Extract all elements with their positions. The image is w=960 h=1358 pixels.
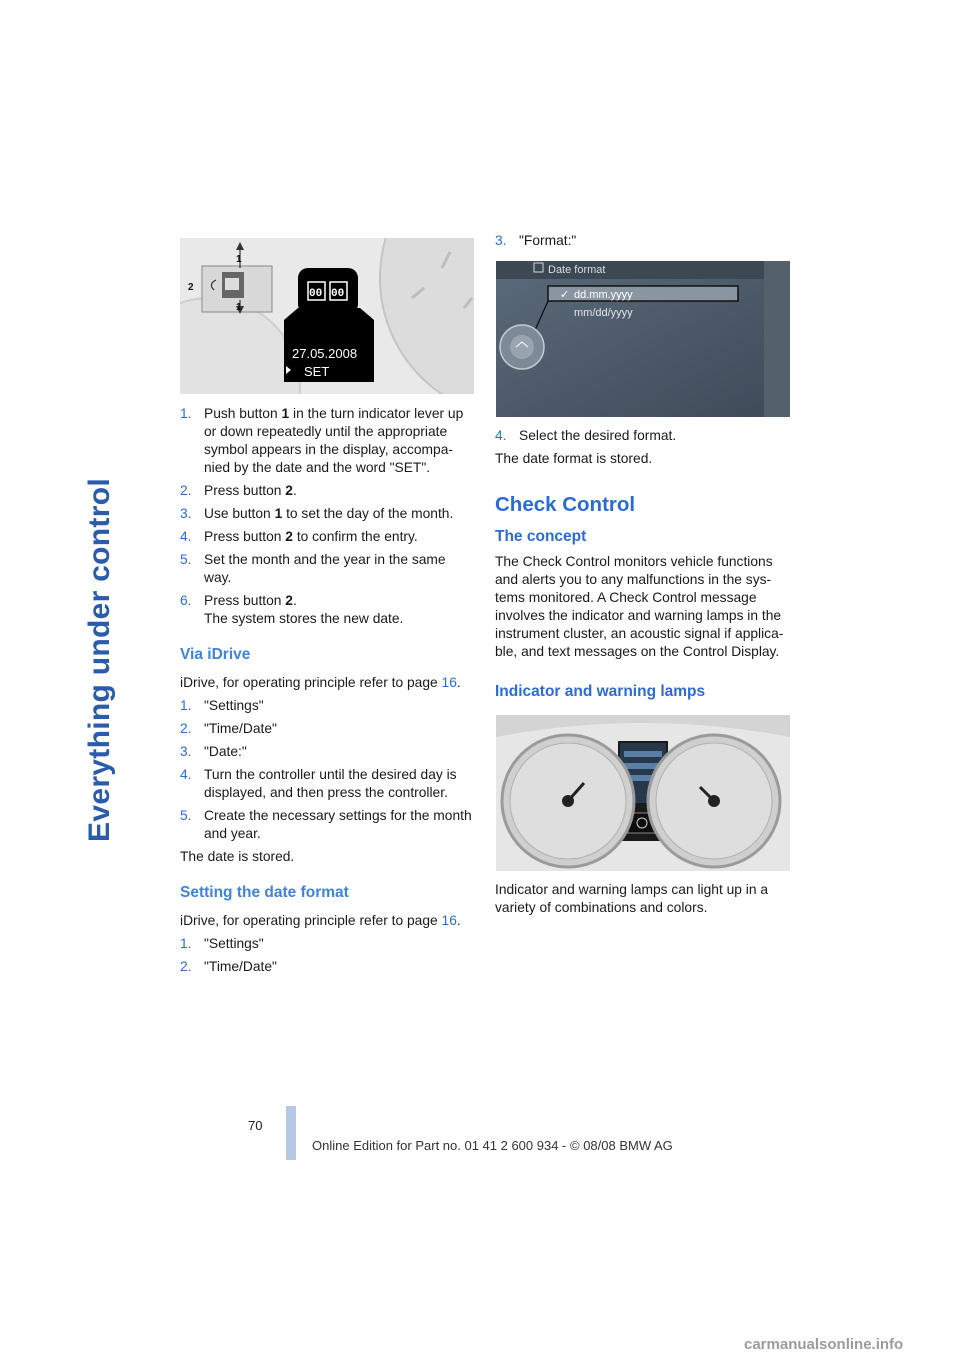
- list-item: 1. Push button 1 in the turn indicator lever up or down repeatedly until the appropriate symbol appears in the display, accompanied by the date and the word "SET".: [180, 406, 464, 475]
- list-item: 1. "Settings": [180, 936, 264, 951]
- list-item: 1. "Settings": [180, 698, 264, 713]
- list-item: 5. Create the necessary settings for the month and year.: [180, 808, 472, 841]
- list-item: 2. Press button 2.: [180, 483, 297, 498]
- date-setting-steps: [180, 405, 472, 628]
- check-icon: ✓: [560, 289, 570, 301]
- paragraph: iDrive, for operating principle refer to page 16.: [180, 913, 461, 928]
- heading-setting-date-format: Setting the date format: [180, 884, 349, 901]
- heading-via-idrive: Via iDrive: [180, 646, 251, 663]
- paragraph: The date format is stored.: [495, 451, 653, 466]
- column-right-top: [495, 232, 791, 255]
- list-item: 3. "Date:": [180, 744, 247, 759]
- display-date: 27.05.2008: [292, 346, 358, 361]
- page-number: 70: [248, 1118, 263, 1133]
- list-item: 4. Press button 2 to confirm the entry.: [180, 529, 418, 544]
- list-item: 3. Use button 1 to set the day of the month.: [180, 506, 454, 521]
- list-item: 2. "Time/Date": [180, 959, 277, 974]
- column-right-bottom: [495, 881, 791, 922]
- display-digits-left: 00: [309, 288, 323, 300]
- paragraph: Indicator and warning lamps can light up in a variety of combinations and colors.: [495, 882, 769, 915]
- heading-the-concept: The concept: [495, 528, 587, 545]
- figure-instrument-cluster: [496, 715, 790, 871]
- list-item: 4. Turn the controller until the desired day is displayed, and then press the controller.: [180, 767, 457, 800]
- option-selected: dd.mm.yyyy: [574, 289, 633, 301]
- list-item: 2. "Time/Date": [180, 721, 277, 736]
- display-set-label: SET: [304, 364, 330, 379]
- list-item: 5. Set the month and the year in the same way.: [180, 552, 446, 585]
- paragraph: iDrive, for operating principle refer to page 16.: [180, 675, 461, 690]
- callout-1-bottom: 1: [236, 302, 242, 313]
- footer-bar: [286, 1106, 296, 1160]
- heading-indicator-warning-lamps: Indicator and warning lamps: [495, 683, 706, 700]
- column-left: [180, 405, 472, 981]
- callout-2: 2: [188, 282, 194, 293]
- paragraph: The date is stored.: [180, 849, 295, 864]
- figure-turn-indicator-lever: [180, 238, 474, 394]
- display-digits-right: 00: [331, 288, 345, 300]
- list-item: 3. "Format:": [495, 233, 577, 248]
- watermark: carmanualsonline.info: [744, 1336, 904, 1353]
- list-item: 6. Press button 2. The system stores the new date.: [180, 593, 404, 626]
- callout-1-top: 1: [236, 254, 242, 265]
- footer-text: Online Edition for Part no. 01 41 2 600 934 - © 08/08 BMW AG: [312, 1138, 673, 1153]
- figure-date-format-menu: [496, 261, 790, 417]
- page-link[interactable]: 16: [441, 913, 457, 928]
- figure-date-format-illustration: [496, 261, 790, 417]
- page-link[interactable]: 16: [441, 675, 457, 690]
- list-item: 4. Select the desired format.: [495, 428, 677, 443]
- option-other: mm/dd/yyyy: [574, 307, 633, 319]
- menu-title: Date format: [548, 264, 606, 276]
- side-section-title: Everything under control: [83, 478, 116, 842]
- figure-turn-indicator-illustration: [180, 238, 474, 394]
- heading-check-control: Check Control: [495, 493, 636, 516]
- column-right: [495, 427, 791, 708]
- paragraph: The Check Control monitors vehicle functions and alerts you to any malfunctions in the systems monitored. A Check Control message involves the indicator and warning lamps in the instrument cluster, an acoustic signal if applicable, and text messages on the Control Display.: [495, 554, 784, 659]
- figure-instrument-cluster-illustration: [496, 715, 790, 871]
